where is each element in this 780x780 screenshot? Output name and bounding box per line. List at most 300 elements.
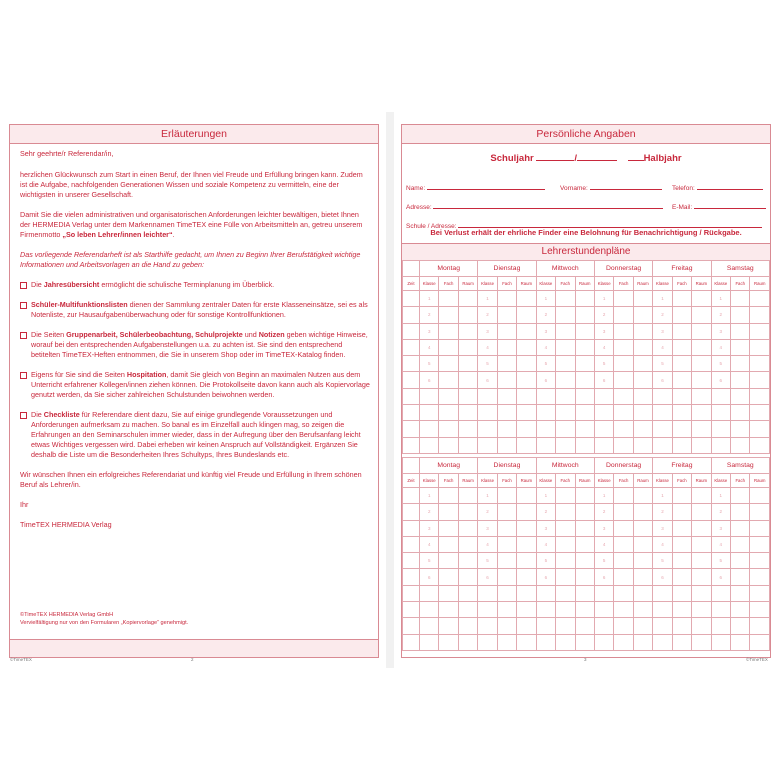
fach-cell[interactable]	[439, 339, 458, 355]
fach-cell[interactable]	[672, 504, 691, 520]
fach-cell[interactable]	[556, 291, 575, 307]
fach-cell[interactable]	[556, 307, 575, 323]
fach-cell[interactable]	[556, 356, 575, 372]
fach-cell[interactable]	[497, 536, 516, 552]
klasse-cell[interactable]: 3	[536, 520, 555, 536]
time-cell[interactable]	[403, 405, 420, 421]
klasse-cell[interactable]	[653, 602, 672, 618]
klasse-cell[interactable]	[594, 585, 613, 601]
klasse-cell[interactable]	[653, 421, 672, 437]
klasse-cell[interactable]: 6	[711, 569, 730, 585]
klasse-cell[interactable]: 5	[653, 553, 672, 569]
fach-cell[interactable]	[439, 634, 458, 650]
klasse-cell[interactable]	[420, 437, 439, 453]
fach-cell[interactable]	[439, 437, 458, 453]
raum-cell[interactable]	[633, 602, 652, 618]
raum-cell[interactable]	[633, 520, 652, 536]
fach-cell[interactable]	[556, 405, 575, 421]
fach-cell[interactable]	[497, 520, 516, 536]
klasse-cell[interactable]	[478, 437, 497, 453]
klasse-cell[interactable]: 2	[478, 307, 497, 323]
fach-cell[interactable]	[439, 388, 458, 404]
raum-cell[interactable]	[750, 569, 770, 585]
raum-cell[interactable]	[633, 323, 652, 339]
klasse-cell[interactable]	[420, 634, 439, 650]
raum-cell[interactable]	[750, 618, 770, 634]
fach-cell[interactable]	[614, 291, 633, 307]
klasse-cell[interactable]: 2	[594, 504, 613, 520]
fach-cell[interactable]	[672, 437, 691, 453]
fach-cell[interactable]	[731, 520, 750, 536]
klasse-cell[interactable]	[478, 421, 497, 437]
fach-cell[interactable]	[731, 307, 750, 323]
time-cell[interactable]	[403, 488, 420, 504]
raum-cell[interactable]	[575, 520, 594, 536]
klasse-cell[interactable]: 3	[478, 520, 497, 536]
raum-cell[interactable]	[633, 553, 652, 569]
fach-cell[interactable]	[439, 569, 458, 585]
fach-cell[interactable]	[439, 520, 458, 536]
raum-cell[interactable]	[750, 356, 770, 372]
fach-cell[interactable]	[439, 602, 458, 618]
raum-cell[interactable]	[517, 488, 536, 504]
klasse-cell[interactable]: 4	[711, 339, 730, 355]
fach-cell[interactable]	[439, 323, 458, 339]
raum-cell[interactable]	[692, 372, 711, 388]
adresse-field[interactable]	[433, 202, 663, 209]
raum-cell[interactable]	[517, 618, 536, 634]
raum-cell[interactable]	[633, 421, 652, 437]
klasse-cell[interactable]	[711, 405, 730, 421]
klasse-cell[interactable]: 6	[536, 372, 555, 388]
fach-cell[interactable]	[672, 602, 691, 618]
raum-cell[interactable]	[750, 339, 770, 355]
raum-cell[interactable]	[750, 504, 770, 520]
klasse-cell[interactable]: 2	[420, 307, 439, 323]
vorname-field[interactable]	[590, 183, 662, 190]
raum-cell[interactable]	[692, 356, 711, 372]
fach-cell[interactable]	[672, 634, 691, 650]
klasse-cell[interactable]: 4	[420, 536, 439, 552]
raum-cell[interactable]	[633, 536, 652, 552]
raum-cell[interactable]	[750, 323, 770, 339]
fach-cell[interactable]	[614, 307, 633, 323]
klasse-cell[interactable]: 3	[594, 323, 613, 339]
fach-cell[interactable]	[731, 536, 750, 552]
raum-cell[interactable]	[692, 323, 711, 339]
raum-cell[interactable]	[517, 504, 536, 520]
raum-cell[interactable]	[517, 437, 536, 453]
klasse-cell[interactable]: 5	[594, 356, 613, 372]
klasse-cell[interactable]	[594, 388, 613, 404]
fach-cell[interactable]	[614, 323, 633, 339]
raum-cell[interactable]	[458, 421, 477, 437]
time-cell[interactable]	[403, 339, 420, 355]
time-cell[interactable]	[403, 388, 420, 404]
klasse-cell[interactable]: 4	[711, 536, 730, 552]
fach-cell[interactable]	[672, 618, 691, 634]
fach-cell[interactable]	[614, 504, 633, 520]
klasse-cell[interactable]: 1	[594, 291, 613, 307]
klasse-cell[interactable]	[594, 421, 613, 437]
klasse-cell[interactable]: 5	[711, 356, 730, 372]
fach-cell[interactable]	[614, 388, 633, 404]
fach-cell[interactable]	[731, 488, 750, 504]
klasse-cell[interactable]: 3	[478, 323, 497, 339]
klasse-cell[interactable]: 2	[420, 504, 439, 520]
raum-cell[interactable]	[633, 437, 652, 453]
klasse-cell[interactable]: 2	[594, 307, 613, 323]
raum-cell[interactable]	[692, 307, 711, 323]
klasse-cell[interactable]	[536, 585, 555, 601]
raum-cell[interactable]	[458, 356, 477, 372]
fach-cell[interactable]	[614, 536, 633, 552]
klasse-cell[interactable]	[536, 421, 555, 437]
fach-cell[interactable]	[556, 323, 575, 339]
klasse-cell[interactable]	[536, 437, 555, 453]
time-cell[interactable]	[403, 504, 420, 520]
klasse-cell[interactable]: 3	[653, 323, 672, 339]
fach-cell[interactable]	[439, 536, 458, 552]
raum-cell[interactable]	[692, 634, 711, 650]
klasse-cell[interactable]	[711, 437, 730, 453]
raum-cell[interactable]	[458, 553, 477, 569]
fach-cell[interactable]	[731, 356, 750, 372]
raum-cell[interactable]	[458, 520, 477, 536]
raum-cell[interactable]	[692, 618, 711, 634]
fach-cell[interactable]	[731, 405, 750, 421]
telefon-field[interactable]	[697, 183, 763, 190]
klasse-cell[interactable]: 5	[653, 356, 672, 372]
time-cell[interactable]	[403, 520, 420, 536]
fach-cell[interactable]	[497, 388, 516, 404]
klasse-cell[interactable]: 3	[536, 323, 555, 339]
fach-cell[interactable]	[439, 372, 458, 388]
fach-cell[interactable]	[614, 602, 633, 618]
fach-cell[interactable]	[556, 536, 575, 552]
klasse-cell[interactable]: 6	[478, 569, 497, 585]
fach-cell[interactable]	[672, 339, 691, 355]
fach-cell[interactable]	[672, 372, 691, 388]
raum-cell[interactable]	[458, 618, 477, 634]
klasse-cell[interactable]	[478, 618, 497, 634]
klasse-cell[interactable]: 6	[653, 372, 672, 388]
klasse-cell[interactable]	[711, 618, 730, 634]
klasse-cell[interactable]: 6	[420, 569, 439, 585]
raum-cell[interactable]	[692, 405, 711, 421]
fach-cell[interactable]	[497, 307, 516, 323]
fach-cell[interactable]	[731, 634, 750, 650]
fach-cell[interactable]	[614, 405, 633, 421]
raum-cell[interactable]	[458, 339, 477, 355]
raum-cell[interactable]	[517, 356, 536, 372]
fach-cell[interactable]	[439, 488, 458, 504]
klasse-cell[interactable]: 3	[711, 323, 730, 339]
fach-cell[interactable]	[731, 569, 750, 585]
fach-cell[interactable]	[731, 437, 750, 453]
fach-cell[interactable]	[731, 602, 750, 618]
fach-cell[interactable]	[497, 339, 516, 355]
raum-cell[interactable]	[750, 291, 770, 307]
raum-cell[interactable]	[575, 488, 594, 504]
fach-cell[interactable]	[439, 618, 458, 634]
raum-cell[interactable]	[750, 372, 770, 388]
klasse-cell[interactable]	[711, 421, 730, 437]
fach-cell[interactable]	[556, 602, 575, 618]
fach-cell[interactable]	[556, 618, 575, 634]
klasse-cell[interactable]	[711, 388, 730, 404]
raum-cell[interactable]	[692, 553, 711, 569]
raum-cell[interactable]	[575, 618, 594, 634]
klasse-cell[interactable]: 1	[478, 291, 497, 307]
klasse-cell[interactable]: 4	[478, 339, 497, 355]
fach-cell[interactable]	[497, 602, 516, 618]
raum-cell[interactable]	[633, 307, 652, 323]
fach-cell[interactable]	[672, 291, 691, 307]
klasse-cell[interactable]: 1	[711, 488, 730, 504]
klasse-cell[interactable]: 1	[653, 291, 672, 307]
fach-cell[interactable]	[497, 356, 516, 372]
klasse-cell[interactable]	[711, 585, 730, 601]
raum-cell[interactable]	[750, 488, 770, 504]
raum-cell[interactable]	[458, 569, 477, 585]
halbjahr-field[interactable]	[628, 152, 644, 161]
raum-cell[interactable]	[750, 437, 770, 453]
klasse-cell[interactable]	[536, 602, 555, 618]
time-cell[interactable]	[403, 372, 420, 388]
raum-cell[interactable]	[750, 553, 770, 569]
fach-cell[interactable]	[556, 372, 575, 388]
fach-cell[interactable]	[497, 634, 516, 650]
fach-cell[interactable]	[672, 405, 691, 421]
fach-cell[interactable]	[672, 388, 691, 404]
time-cell[interactable]	[403, 437, 420, 453]
raum-cell[interactable]	[633, 504, 652, 520]
klasse-cell[interactable]: 5	[420, 553, 439, 569]
raum-cell[interactable]	[575, 421, 594, 437]
klasse-cell[interactable]: 3	[594, 520, 613, 536]
klasse-cell[interactable]: 6	[536, 569, 555, 585]
fach-cell[interactable]	[614, 618, 633, 634]
klasse-cell[interactable]: 1	[478, 488, 497, 504]
klasse-cell[interactable]: 2	[478, 504, 497, 520]
time-cell[interactable]	[403, 323, 420, 339]
fach-cell[interactable]	[614, 553, 633, 569]
raum-cell[interactable]	[575, 437, 594, 453]
klasse-cell[interactable]	[594, 437, 613, 453]
fach-cell[interactable]	[672, 307, 691, 323]
raum-cell[interactable]	[517, 372, 536, 388]
klasse-cell[interactable]	[420, 405, 439, 421]
raum-cell[interactable]	[633, 388, 652, 404]
raum-cell[interactable]	[692, 536, 711, 552]
raum-cell[interactable]	[750, 421, 770, 437]
fach-cell[interactable]	[556, 520, 575, 536]
raum-cell[interactable]	[633, 356, 652, 372]
time-cell[interactable]	[403, 569, 420, 585]
email-field[interactable]	[694, 202, 766, 209]
fach-cell[interactable]	[497, 372, 516, 388]
fach-cell[interactable]	[497, 553, 516, 569]
raum-cell[interactable]	[633, 405, 652, 421]
fach-cell[interactable]	[614, 569, 633, 585]
klasse-cell[interactable]: 2	[711, 307, 730, 323]
klasse-cell[interactable]	[536, 618, 555, 634]
raum-cell[interactable]	[575, 536, 594, 552]
klasse-cell[interactable]: 4	[594, 536, 613, 552]
raum-cell[interactable]	[458, 634, 477, 650]
raum-cell[interactable]	[575, 356, 594, 372]
fach-cell[interactable]	[439, 356, 458, 372]
klasse-cell[interactable]: 2	[653, 307, 672, 323]
raum-cell[interactable]	[575, 307, 594, 323]
klasse-cell[interactable]	[420, 602, 439, 618]
raum-cell[interactable]	[458, 488, 477, 504]
fach-cell[interactable]	[672, 356, 691, 372]
raum-cell[interactable]	[517, 553, 536, 569]
klasse-cell[interactable]	[420, 388, 439, 404]
raum-cell[interactable]	[517, 634, 536, 650]
raum-cell[interactable]	[517, 291, 536, 307]
klasse-cell[interactable]: 4	[653, 536, 672, 552]
klasse-cell[interactable]	[478, 634, 497, 650]
fach-cell[interactable]	[614, 356, 633, 372]
time-cell[interactable]	[403, 536, 420, 552]
fach-cell[interactable]	[497, 421, 516, 437]
raum-cell[interactable]	[633, 569, 652, 585]
fach-cell[interactable]	[497, 569, 516, 585]
raum-cell[interactable]	[517, 405, 536, 421]
klasse-cell[interactable]: 5	[420, 356, 439, 372]
raum-cell[interactable]	[633, 372, 652, 388]
raum-cell[interactable]	[633, 291, 652, 307]
fach-cell[interactable]	[497, 618, 516, 634]
raum-cell[interactable]	[692, 421, 711, 437]
klasse-cell[interactable]: 2	[711, 504, 730, 520]
time-cell[interactable]	[403, 618, 420, 634]
time-cell[interactable]	[403, 634, 420, 650]
klasse-cell[interactable]: 5	[711, 553, 730, 569]
klasse-cell[interactable]: 1	[536, 488, 555, 504]
fach-cell[interactable]	[672, 323, 691, 339]
fach-cell[interactable]	[731, 291, 750, 307]
klasse-cell[interactable]	[653, 405, 672, 421]
klasse-cell[interactable]: 2	[653, 504, 672, 520]
raum-cell[interactable]	[575, 405, 594, 421]
fach-cell[interactable]	[556, 569, 575, 585]
klasse-cell[interactable]	[653, 618, 672, 634]
fach-cell[interactable]	[439, 405, 458, 421]
klasse-cell[interactable]	[653, 585, 672, 601]
klasse-cell[interactable]	[478, 388, 497, 404]
klasse-cell[interactable]: 5	[594, 553, 613, 569]
fach-cell[interactable]	[556, 634, 575, 650]
klasse-cell[interactable]	[653, 634, 672, 650]
raum-cell[interactable]	[750, 307, 770, 323]
klasse-cell[interactable]	[536, 634, 555, 650]
raum-cell[interactable]	[458, 585, 477, 601]
raum-cell[interactable]	[458, 504, 477, 520]
fach-cell[interactable]	[497, 323, 516, 339]
raum-cell[interactable]	[692, 585, 711, 601]
raum-cell[interactable]	[517, 602, 536, 618]
klasse-cell[interactable]	[536, 388, 555, 404]
raum-cell[interactable]	[575, 291, 594, 307]
fach-cell[interactable]	[497, 291, 516, 307]
klasse-cell[interactable]: 5	[478, 553, 497, 569]
raum-cell[interactable]	[692, 339, 711, 355]
name-field[interactable]	[427, 183, 545, 190]
fach-cell[interactable]	[614, 634, 633, 650]
klasse-cell[interactable]	[478, 585, 497, 601]
fach-cell[interactable]	[672, 488, 691, 504]
time-cell[interactable]	[403, 291, 420, 307]
klasse-cell[interactable]: 1	[536, 291, 555, 307]
raum-cell[interactable]	[633, 339, 652, 355]
time-cell[interactable]	[403, 421, 420, 437]
raum-cell[interactable]	[692, 488, 711, 504]
raum-cell[interactable]	[750, 634, 770, 650]
fach-cell[interactable]	[556, 488, 575, 504]
klasse-cell[interactable]	[711, 634, 730, 650]
fach-cell[interactable]	[556, 388, 575, 404]
fach-cell[interactable]	[439, 291, 458, 307]
raum-cell[interactable]	[575, 388, 594, 404]
klasse-cell[interactable]: 4	[420, 339, 439, 355]
time-cell[interactable]	[403, 553, 420, 569]
raum-cell[interactable]	[458, 602, 477, 618]
fach-cell[interactable]	[731, 553, 750, 569]
raum-cell[interactable]	[458, 536, 477, 552]
raum-cell[interactable]	[458, 388, 477, 404]
raum-cell[interactable]	[575, 585, 594, 601]
klasse-cell[interactable]	[478, 405, 497, 421]
raum-cell[interactable]	[517, 520, 536, 536]
schuljahr-end-field[interactable]	[577, 152, 617, 161]
raum-cell[interactable]	[458, 291, 477, 307]
klasse-cell[interactable]: 5	[536, 356, 555, 372]
raum-cell[interactable]	[517, 323, 536, 339]
raum-cell[interactable]	[575, 634, 594, 650]
raum-cell[interactable]	[517, 536, 536, 552]
klasse-cell[interactable]: 1	[594, 488, 613, 504]
raum-cell[interactable]	[575, 339, 594, 355]
fach-cell[interactable]	[614, 339, 633, 355]
fach-cell[interactable]	[497, 488, 516, 504]
fach-cell[interactable]	[614, 520, 633, 536]
raum-cell[interactable]	[517, 339, 536, 355]
raum-cell[interactable]	[750, 536, 770, 552]
fach-cell[interactable]	[439, 504, 458, 520]
klasse-cell[interactable]: 5	[536, 553, 555, 569]
raum-cell[interactable]	[575, 569, 594, 585]
fach-cell[interactable]	[556, 339, 575, 355]
raum-cell[interactable]	[458, 437, 477, 453]
fach-cell[interactable]	[439, 421, 458, 437]
klasse-cell[interactable]: 2	[536, 504, 555, 520]
fach-cell[interactable]	[497, 585, 516, 601]
time-cell[interactable]	[403, 356, 420, 372]
fach-cell[interactable]	[731, 618, 750, 634]
klasse-cell[interactable]: 6	[478, 372, 497, 388]
klasse-cell[interactable]: 1	[420, 291, 439, 307]
fach-cell[interactable]	[497, 504, 516, 520]
fach-cell[interactable]	[614, 488, 633, 504]
klasse-cell[interactable]: 4	[478, 536, 497, 552]
fach-cell[interactable]	[672, 520, 691, 536]
klasse-cell[interactable]: 4	[536, 339, 555, 355]
schule-field[interactable]	[458, 221, 762, 228]
